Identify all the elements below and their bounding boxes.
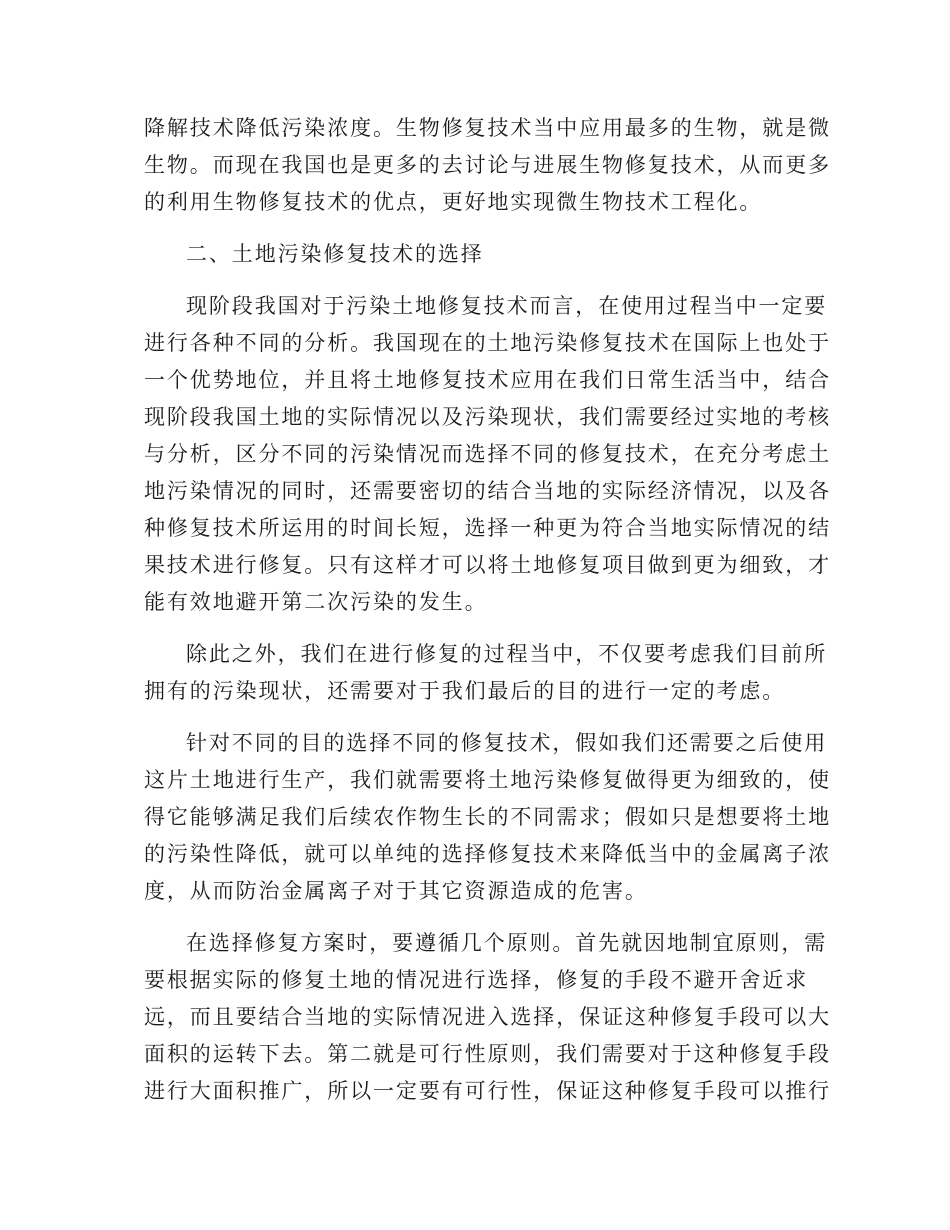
text-line: 果技术进行修复。只有这样才可以将土地修复项目做到更为细致，才 (144, 553, 831, 577)
text-line: 度，从而防治金属离子对于其它资源造成的危害。 (144, 879, 648, 903)
text-line: 一个优势地位，并且将土地修复技术应用在我们日常生活当中，结合 (144, 368, 831, 392)
text-line: 生物。而现在我国也是更多的去讨论与进展生物修复技术，从而更多 (144, 153, 831, 177)
text-line: 针对不同的目的选择不同的修复技术，假如我们还需要之后使用 (186, 731, 828, 755)
text-line: 现阶段我国对于污染土地修复技术而言，在使用过程当中一定要 (186, 294, 828, 318)
text-line: 进行各种不同的分析。我国现在的土地污染修复技术在国际上也处于 (144, 331, 831, 355)
text-line: 的污染性降低，就可以单纯的选择修复技术来降低当中的金属离子浓 (144, 842, 831, 866)
text-line: 得它能够满足我们后续农作物生长的不同需求；假如只是想要将土地 (144, 805, 831, 829)
text-line: 在选择修复方案时，要遵循几个原则。首先就因地制宜原则，需 (186, 931, 828, 955)
text-line: 降解技术降低污染浓度。生物修复技术当中应用最多的生物，就是微 (144, 116, 831, 140)
text-line: 面积的运转下去。第二就是可行性原则，我们需要对于这种修复手段 (144, 1042, 831, 1066)
text-line: 除此之外，我们在进行修复的过程当中，不仅要考虑我们目前所 (186, 642, 828, 666)
text-line: 地污染情况的同时，还需要密切的结合当地的实际经济情况，以及各 (144, 479, 831, 503)
text-line: 进行大面积推广，所以一定要有可行性，保证这种修复手段可以推行 (144, 1079, 831, 1103)
text-line: 现阶段我国土地的实际情况以及污染现状，我们需要经过实地的考核 (144, 405, 831, 429)
text-line: 要根据实际的修复土地的情况进行选择，修复的手段不避开舍近求 (144, 968, 809, 992)
text-line: 远，而且要结合当地的实际情况进入选择，保证这种修复手段可以大 (144, 1005, 831, 1029)
text-line: 拥有的污染现状，还需要对于我们最后的目的进行一定的考虑。 (144, 679, 786, 703)
text-line: 的利用生物修复技术的优点，更好地实现微生物技术工程化。 (144, 190, 763, 214)
section-heading: 二、土地污染修复技术的选择 (186, 242, 484, 266)
text-line: 这片土地进行生产，我们就需要将土地污染修复做得更为细致的，使 (144, 768, 831, 792)
text-line: 种修复技术所运用的时间长短，选择一种更为符合当地实际情况的结 (144, 516, 831, 540)
text-line: 能有效地避开第二次污染的发生。 (144, 590, 488, 614)
text-line: 与分析，区分不同的污染情况而选择不同的修复技术，在充分考虑土 (144, 442, 831, 466)
